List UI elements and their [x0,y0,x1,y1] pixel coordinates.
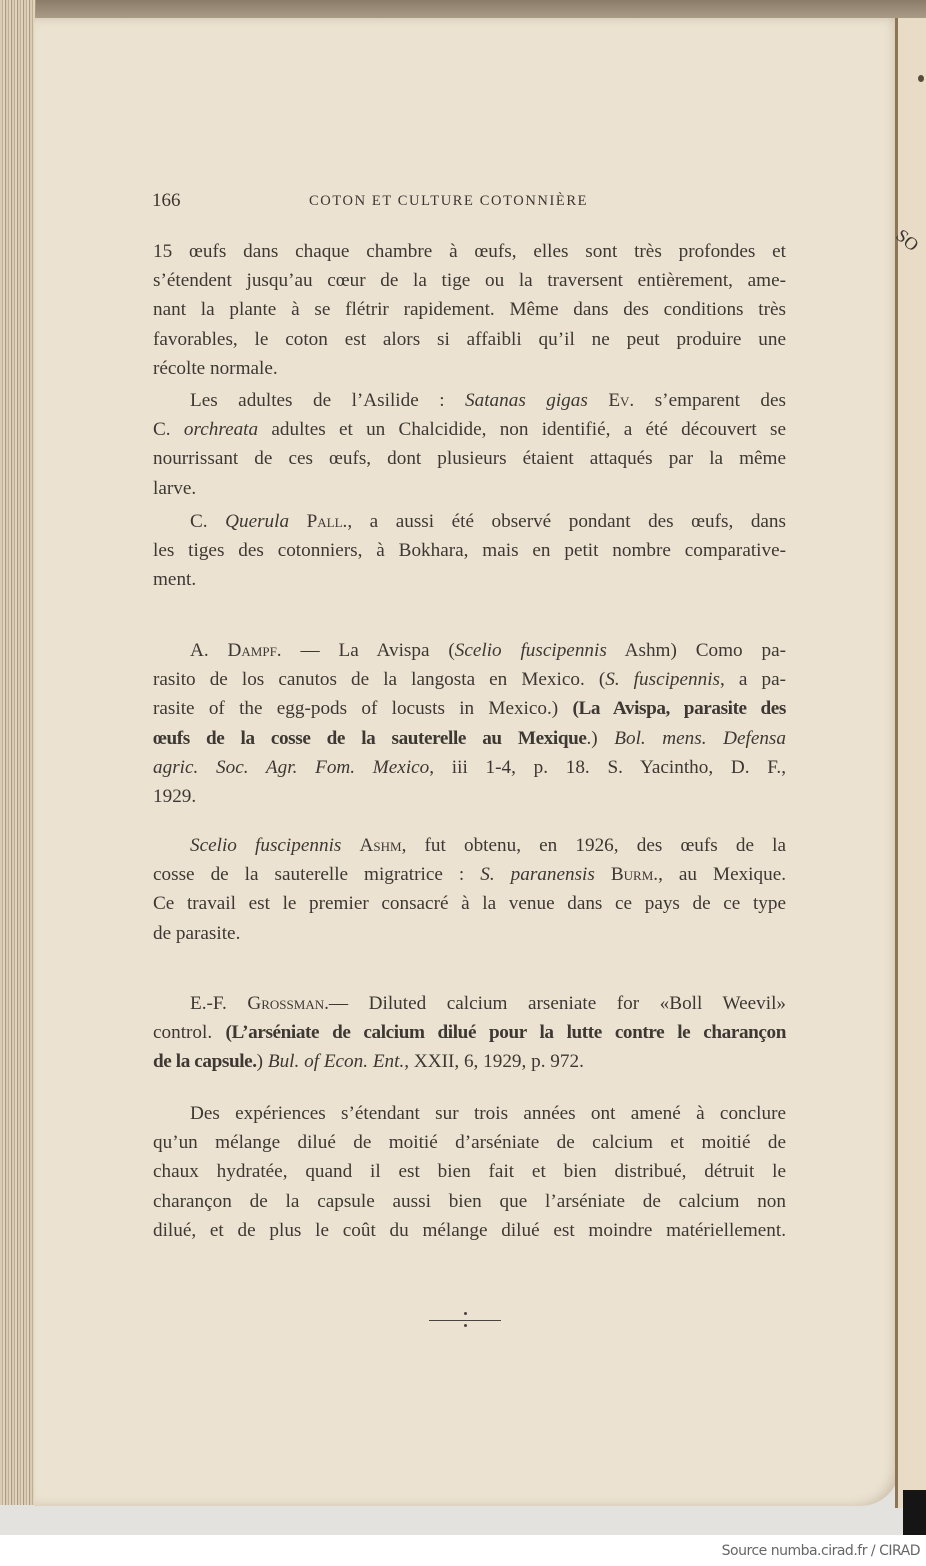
text-run: rasite of the egg-pods of locusts in Mexico.) [153,698,573,720]
text-line [153,1159,786,1185]
text-run: — La Avispa ( [281,640,455,661]
text-run: ) [256,1051,268,1073]
text-run: E.-F. [190,993,248,1014]
divider-dot [464,1312,467,1315]
text-line [153,476,786,502]
text-run: , au Mexique. [658,864,787,886]
text-run: control. [153,1022,226,1044]
text-run: s’emparent des [634,390,786,411]
text-line [153,446,786,472]
text-line [153,567,786,593]
author-name: Ashm [359,835,402,856]
author-name: Pall. [306,511,348,532]
italic-text: orchreata [183,419,259,441]
text-line [153,891,786,917]
bold-text: (La Avispa, parasite des [572,698,786,720]
text-line [153,921,786,947]
text-run: qu’un mélange dilué de moitié d’arséniate de calcium et moitié de [153,1132,786,1154]
text-line [153,356,786,382]
text-line [153,1130,786,1156]
text-line [153,1189,786,1215]
text-run: , XXII, 6, 1929, p. 972. [404,1051,584,1073]
text-line [153,755,786,781]
italic-text: S. fuscipennis [605,669,721,691]
text-line [153,417,786,443]
text-run: chaux hydratée, quand il est bien fait et bien distribué, détruit le [153,1161,786,1183]
italic-text: Bol. mens. Defensa [614,727,786,749]
ink-spot [918,75,924,82]
text-run: rasito de los canutos de la langosta en Mexico. ( [153,669,606,691]
text-run: Ce travail est le premier consacré à la venue dans ce pays de ce type [153,893,786,915]
text-run: nourrissant de ces œufs, dont plusieurs étaient attaqués par la même [153,448,786,470]
italic-text: Querula [225,511,290,532]
text-line [190,833,786,859]
text-run: récolte normale. [153,357,278,379]
text-run: Les adultes de l’Asilide : [190,390,466,411]
text-run: , a pa- [720,669,786,691]
author-name: Dampf. [227,640,282,661]
text-run: C. [190,511,226,532]
facing-page-text: SO [892,225,923,256]
text-run: ment. [153,569,197,591]
text-line [190,991,786,1017]
text-run: adultes et un Chalcidide, non identifié, a été découvert se [258,419,786,441]
text-run: 1929. [153,786,197,807]
text-line [153,1218,786,1244]
text-line [153,696,786,722]
text-line [153,538,786,564]
text-run [341,835,359,856]
section-divider [429,1320,501,1321]
text-run: , iii 1-4, p. 18. S. Yacintho, D. F., [429,756,787,778]
source-credit: Source numba.cirad.fr / CIRAD [721,1543,920,1559]
text-run: — Diluted calcium arseniate for «Boll Weevil» [328,993,786,1014]
italic-text: Scelio fuscipennis [454,640,607,661]
divider-dot [464,1324,467,1327]
book-cover-edge [903,1490,926,1535]
text-line [153,784,786,810]
author-name: Burm. [610,864,659,886]
text-line [153,297,786,323]
text-run [289,511,307,532]
text-run: dilué, et de plus le coût du mélange dilué est moindre matériellement. [153,1219,786,1241]
text-line [153,239,786,265]
text-run: cosse de la sauterelle migratrice : [153,864,481,886]
bold-text: œufs de la cosse de la sauterelle au Mexique [153,727,587,749]
italic-text: S. paranensis [480,864,595,886]
bold-text: (L’arséniate de calcium dilué pour la lutte contre le charançon [225,1022,786,1044]
text-run: , fut obtenu, en 1926, des œufs de la [401,835,787,856]
author-name: Grossman. [247,993,329,1014]
text-line [190,388,786,414]
text-run: .) [586,727,615,749]
bold-text: de la capsule. [153,1051,257,1073]
text-run: 15 œufs dans chaque chambre à œufs, elles sont très profondes et [153,241,786,262]
text-run: larve. [153,477,197,499]
running-title: COTON ET CULTURE COTONNIÈRE [309,193,589,209]
italic-text: Scelio fuscipennis [190,835,342,856]
text-run: de parasite. [153,922,241,944]
text-run: Des expériences s’étendant sur trois années ont amené à conclure [190,1103,786,1124]
text-line [153,862,786,888]
italic-text: Bul. of Econ. Ent. [267,1051,405,1073]
text-line [153,1049,786,1075]
text-line [190,1101,786,1127]
text-run: , a aussi été observé pondant des œufs, dans [347,511,786,532]
italic-text: agric. Soc. Agr. Fom. Mexico [153,756,430,778]
text-line [190,638,786,664]
text-run: A. [190,640,228,661]
author-name: Ev. [608,390,635,411]
text-line [153,667,786,693]
text-run: favorables, le coton est alors si affaibli qu’il ne peut produire une [153,328,786,350]
text-run: C. [153,419,184,441]
text-run: nant la plante à se flétrir rapidement. Même dans des conditions très [153,299,786,321]
text-line [153,268,786,294]
text-run: les tiges des cotonniers, à Bokhara, mais en petit nombre comparative- [153,540,786,562]
page-stack-edge [0,0,36,1505]
text-line [190,509,786,535]
text-line [153,1020,786,1046]
text-run [595,864,611,885]
text-line [153,327,786,353]
page-number: 166 [152,190,181,211]
text-run [588,390,608,411]
text-run: Ashm) Como pa- [606,640,786,661]
text-run: s’étendent jusqu’au cœur de la tige ou la traversent entièrement, ame- [153,270,786,292]
text-line [153,726,786,752]
text-run: charançon de la capsule aussi bien que l’arséniate de calcium non [153,1190,786,1212]
italic-text: Satanas gigas [465,390,588,411]
